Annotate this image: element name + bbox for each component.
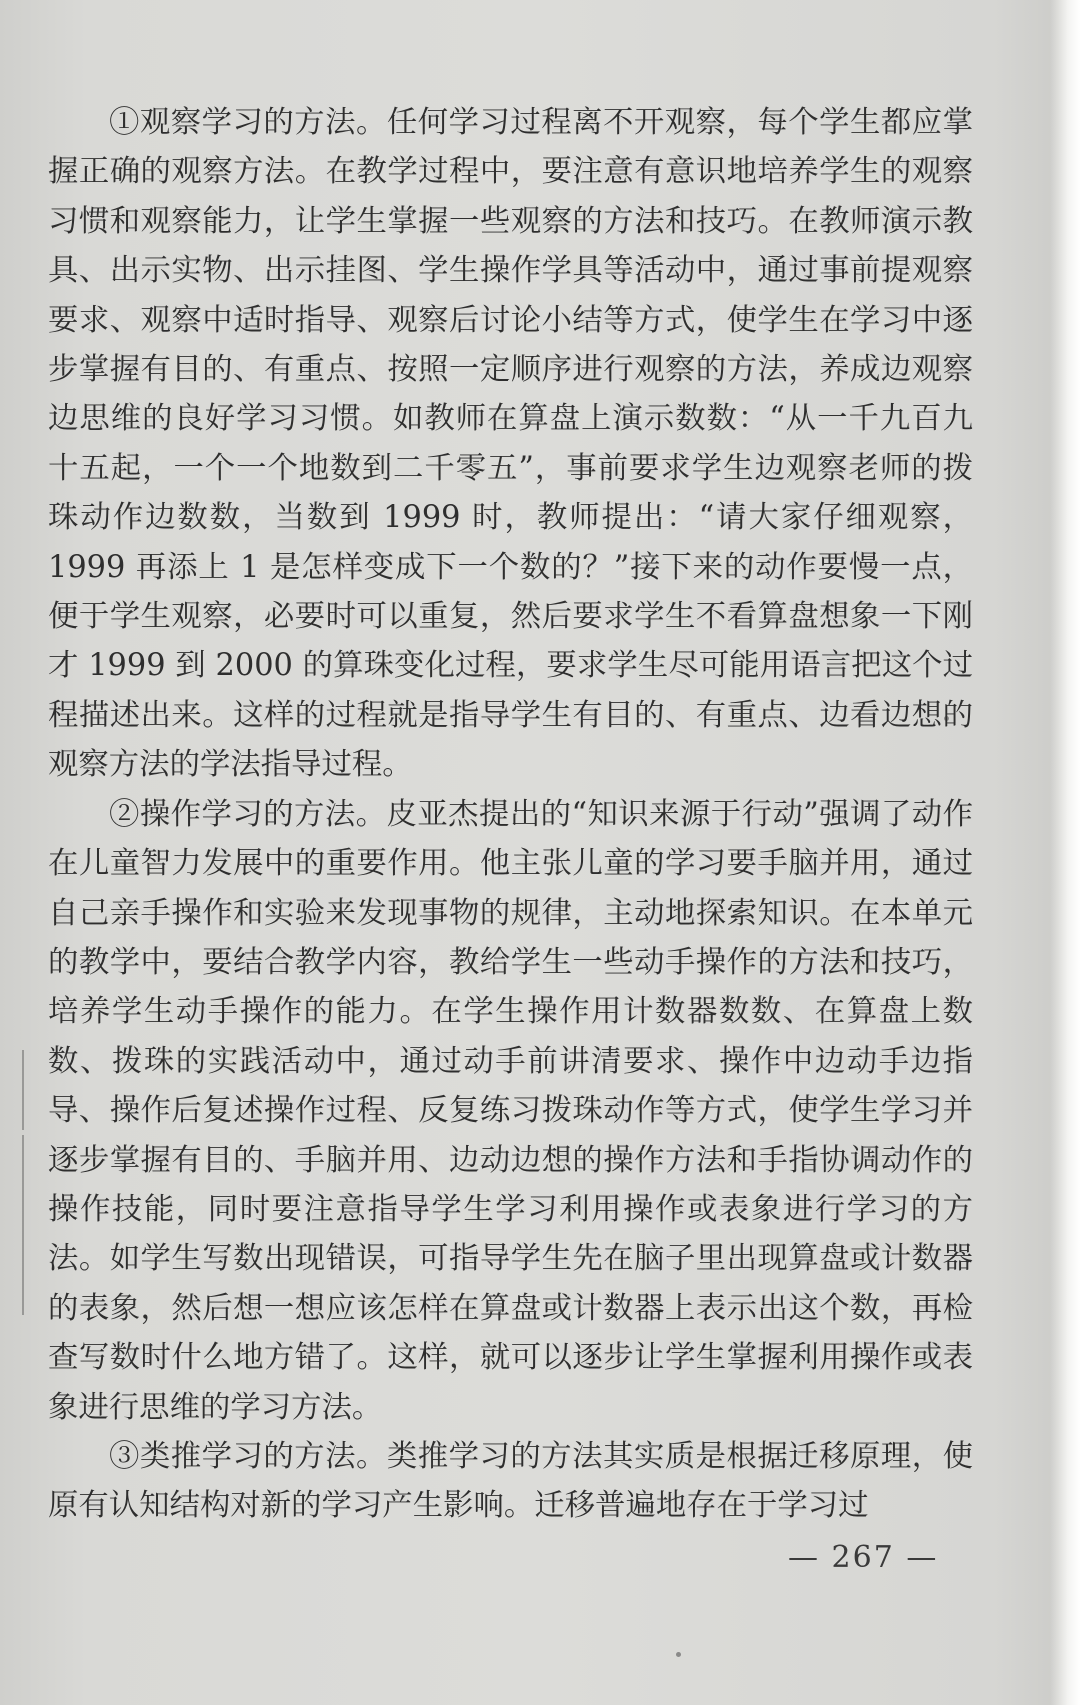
page-number: — 267 — (788, 1540, 939, 1575)
page-edge (1050, 0, 1080, 1705)
paragraph-analogy: ③类推学习的方法。类推学习的方法其实质是根据迁移原理，使原有认知结构对新的学习产生影响。迁移普遍地存在于学习过 (48, 1438, 973, 1524)
body-text (48, 98, 973, 1531)
paragraph-operation: ②操作学习的方法。皮亚杰提出的“知识来源于行动”强调了动作在儿童智力发展中的重要作用。他主张儿童的学习要手脑并用，通过自己亲手操作和实验来发现事物的规律，主动地探索知识。在本单元的教学中，要结合教学内容，教给学生一些动手操作的方法和技巧，培养学生动手操作的能力。在学生操作用计数器数数、在算盘上数数、拨珠的实践活动中，通过动手前讲清要求、操作中边动手边指导、操作后复述操作过程、反复练习拨珠动作等方式，使学生学习并逐步掌握有目的、手脑并用、边动边想的操作方法和手指协调动作的操作技能，同时要注意指导学生学习利用操作或表象进行学习的方法。如学生写数出现错误，可指导学生先在脑子里出现算盘或计数器的表象，然后想一想应该怎样在算盘或计数器上表示出这个数，再检查写数时什么地方错了。这样，就可以逐步让学生掌握利用操作或表象进行思维的学习方法。 (48, 796, 973, 1425)
margin-pencil-mark (22, 1135, 24, 1315)
margin-pencil-mark (22, 1050, 24, 1130)
scan-speck (676, 1652, 681, 1657)
paragraph-observation: ①观察学习的方法。任何学习过程离不开观察，每个学生都应掌握正确的观察方法。在教学过程中，要注意有意识地培养学生的观察习惯和观察能力，让学生掌握一些观察的方法和技巧。在教师演示教具、出示实物、出示挂图、学生操作学具等活动中，通过事前提观察要求、观察中适时指导、观察后讨论小结等方式，使学生在学习中逐步掌握有目的、有重点、按照一定顺序进行观察的方法，养成边观察边思维的良好学习习惯。如教师在算盘上演示数数：“从一千九百九十五起，一个一个地数到二千零五”，事前要求学生边观察老师的拨珠动作边数数，当数到 1999 时，教师提出：“请大家仔细观察，1999 再添上 1 是怎样变成下一个数的？”接下来的动作要慢一点，便于学生观察，必要时可以重复，然后要求学生不看算盘想象一下刚才 1999 到 2000 的算珠变化过程，要求学生尽可能用语言把这个过程描述出来。这样的过程就是指导学生有目的、有重点、边看边想的观察方法的学法指导过程。 (48, 105, 973, 783)
